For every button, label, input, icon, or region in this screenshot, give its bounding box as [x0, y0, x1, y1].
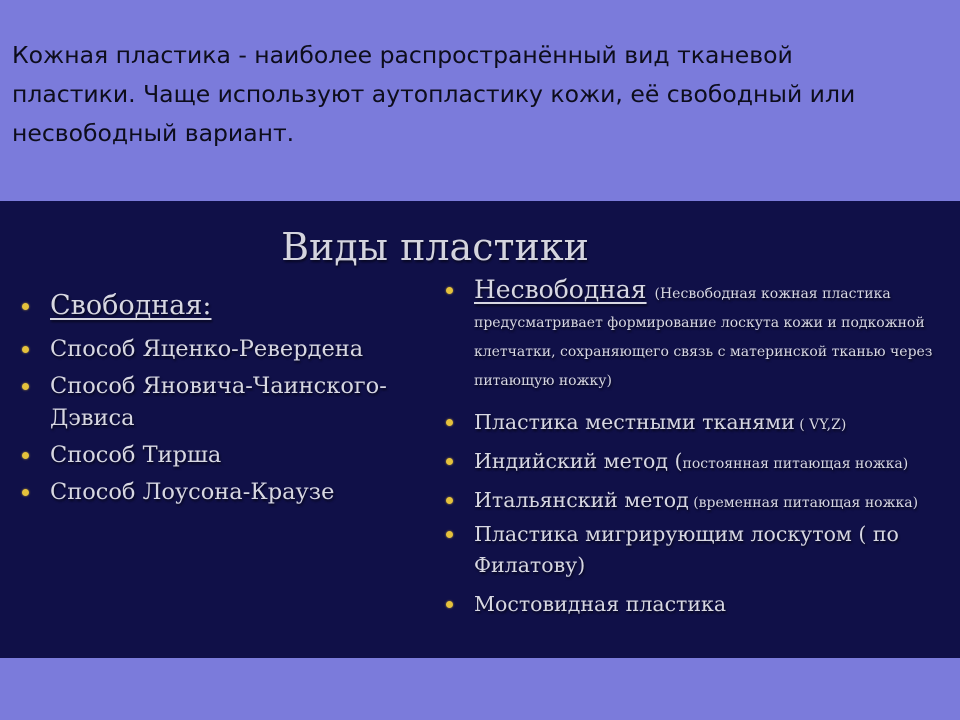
bullet-icon	[446, 419, 453, 426]
list-item	[444, 407, 954, 438]
list-item	[444, 589, 954, 620]
list-item-note: постоянная питающая ножка)	[682, 456, 909, 472]
list-item-note: ( VY,Z)	[794, 417, 847, 433]
list-item-label: Способ Яновича-Чаинского-Дэвиса	[50, 373, 387, 431]
list-item-label: Способ Лоусона-Краузе	[50, 479, 335, 505]
list-item-label: Пластика местными тканями	[474, 410, 795, 434]
non-free-plasty-note: (Несвободная кожная пластика предусматривает формирование лоскута кожи и подкожной клетчатки, сохраняющего связь с материнской тканью через питающую ножку)	[474, 286, 933, 389]
bullet-icon	[446, 287, 453, 294]
list-item-label: Индийский метод (	[474, 449, 683, 473]
free-plasty-heading: Свободная:	[50, 290, 212, 321]
free-plasty-list	[20, 287, 420, 513]
list-item	[20, 370, 420, 434]
list-item	[20, 333, 420, 365]
bullet-icon	[446, 601, 453, 608]
panel-title: Виды пластики	[281, 225, 589, 269]
list-item	[444, 519, 954, 581]
list-item	[20, 439, 420, 471]
bullet-icon	[22, 383, 29, 390]
list-item	[444, 485, 954, 516]
list-item-label: Мостовидная пластика	[474, 592, 727, 616]
list-item-note: (временная питающая ножка)	[688, 495, 919, 511]
list-item	[444, 446, 954, 477]
bullet-icon	[22, 452, 29, 459]
free-plasty-heading-item	[20, 287, 420, 325]
bullet-icon	[446, 458, 453, 465]
plasty-types-panel	[0, 201, 960, 658]
list-item-label: Способ Яценко-Ревердена	[50, 336, 364, 362]
bullet-icon	[446, 497, 453, 504]
intro-paragraph	[12, 36, 942, 153]
list-item-label: Способ Тирша	[50, 442, 222, 468]
non-free-plasty-heading-item	[444, 277, 954, 393]
intro-line-3: несвободный вариант.	[12, 119, 295, 147]
intro-line-1: Кожная пластика - наиболее распространённый вид тканевой	[12, 41, 793, 69]
bullet-icon	[22, 303, 29, 310]
list-item-label: Пластика мигрирующим лоскутом ( по Филатову)	[474, 522, 899, 577]
non-free-plasty-list	[444, 277, 954, 628]
bullet-icon	[22, 489, 29, 496]
intro-line-2: пластики. Чаще используют аутопластику кожи, её свободный или	[12, 80, 856, 108]
list-item-label: Итальянский метод	[474, 488, 689, 512]
bullet-icon	[22, 346, 29, 353]
list-item	[20, 476, 420, 508]
non-free-plasty-heading: Несвободная	[474, 275, 647, 304]
bullet-icon	[446, 531, 453, 538]
